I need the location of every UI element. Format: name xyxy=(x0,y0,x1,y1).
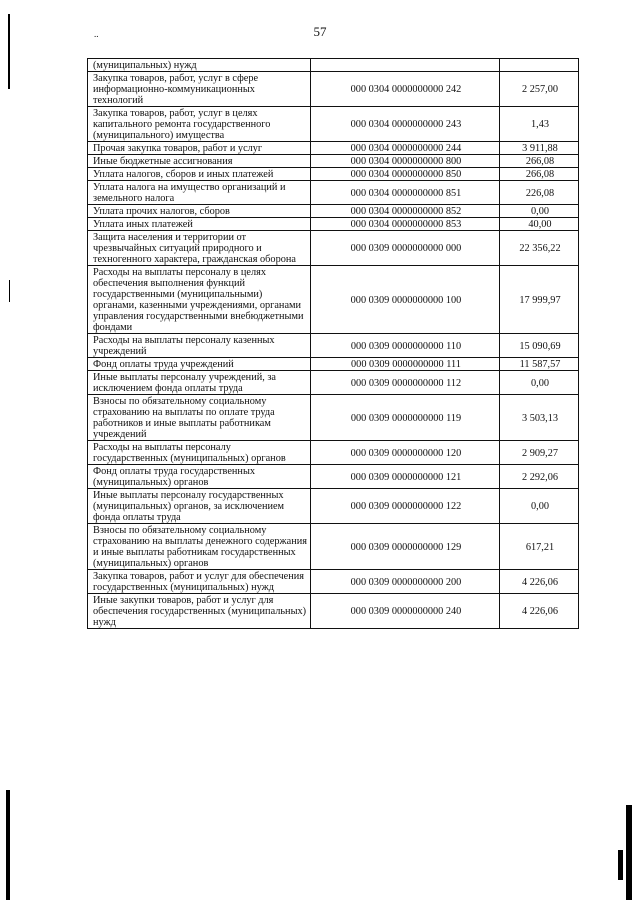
table-row xyxy=(88,371,579,395)
row-code-cell: 000 0304 0000000000 852 xyxy=(311,205,500,218)
row-code-cell xyxy=(311,59,500,72)
row-sum-cell: 266,08 xyxy=(500,168,579,181)
row-sum-cell: 0,00 xyxy=(500,489,579,524)
row-code-cell: 000 0304 0000000000 242 xyxy=(311,72,500,107)
table-row xyxy=(88,59,579,72)
table-row xyxy=(88,266,579,334)
row-sum-cell: 2 909,27 xyxy=(500,441,579,465)
row-code-cell: 000 0309 0000000000 122 xyxy=(311,489,500,524)
row-code-cell: 000 0304 0000000000 800 xyxy=(311,155,500,168)
row-sum-cell: 3 911,88 xyxy=(500,142,579,155)
scan-edge-mark xyxy=(6,790,10,900)
row-name-cell: Уплата налога на имущество организаций и земельного налога xyxy=(88,181,311,205)
table-row xyxy=(88,181,579,205)
row-name-cell: Иные закупки товаров, работ и услуг для обеспечения государственных (муниципальных) нужд xyxy=(88,594,311,629)
budget-table xyxy=(87,58,579,629)
table-row xyxy=(88,395,579,441)
row-name-cell: Иные выплаты персоналу учреждений, за исключением фонда оплаты труда xyxy=(88,371,311,395)
row-code-cell: 000 0309 0000000000 119 xyxy=(311,395,500,441)
row-sum-cell: 2 257,00 xyxy=(500,72,579,107)
table-row xyxy=(88,594,579,629)
table-row xyxy=(88,524,579,570)
row-name-cell: Уплата прочих налогов, сборов xyxy=(88,205,311,218)
row-name-cell: Иные бюджетные ассигнования xyxy=(88,155,311,168)
row-sum-cell xyxy=(500,59,579,72)
row-code-cell: 000 0309 0000000000 111 xyxy=(311,358,500,371)
row-code-cell: 000 0309 0000000000 129 xyxy=(311,524,500,570)
row-sum-cell: 22 356,22 xyxy=(500,231,579,266)
row-name-cell: Защита населения и территории от чрезвычайных ситуаций природного и техногенного характера, гражданская оборона xyxy=(88,231,311,266)
row-code-cell: 000 0309 0000000000 121 xyxy=(311,465,500,489)
row-sum-cell: 40,00 xyxy=(500,218,579,231)
row-sum-cell: 0,00 xyxy=(500,205,579,218)
row-sum-cell: 0,00 xyxy=(500,371,579,395)
scan-tick-mark: .. xyxy=(94,29,99,39)
row-name-cell: Взносы по обязательному социальному страхованию на выплаты денежного содержания и иные выплаты работникам государственных (муниципальных) органов xyxy=(88,524,311,570)
row-name-cell: Уплата налогов, сборов и иных платежей xyxy=(88,168,311,181)
table-row xyxy=(88,72,579,107)
table-row xyxy=(88,231,579,266)
row-sum-cell: 11 587,57 xyxy=(500,358,579,371)
row-sum-cell: 1,43 xyxy=(500,107,579,142)
row-sum-cell: 17 999,97 xyxy=(500,266,579,334)
table-row xyxy=(88,205,579,218)
table-row xyxy=(88,465,579,489)
row-sum-cell: 226,08 xyxy=(500,181,579,205)
table-row xyxy=(88,218,579,231)
row-code-cell: 000 0309 0000000000 240 xyxy=(311,594,500,629)
table-row xyxy=(88,334,579,358)
row-sum-cell: 3 503,13 xyxy=(500,395,579,441)
row-code-cell: 000 0309 0000000000 100 xyxy=(311,266,500,334)
row-code-cell: 000 0309 0000000000 000 xyxy=(311,231,500,266)
table-row xyxy=(88,168,579,181)
table-row xyxy=(88,155,579,168)
row-name-cell: Прочая закупка товаров, работ и услуг xyxy=(88,142,311,155)
row-code-cell: 000 0304 0000000000 853 xyxy=(311,218,500,231)
row-name-cell: Закупка товаров, работ, услуг в целях капитального ремонта государственного (муниципального) имущества xyxy=(88,107,311,142)
row-code-cell: 000 0309 0000000000 110 xyxy=(311,334,500,358)
row-sum-cell: 2 292,06 xyxy=(500,465,579,489)
row-code-cell: 000 0304 0000000000 243 xyxy=(311,107,500,142)
row-name-cell: Уплата иных платежей xyxy=(88,218,311,231)
row-name-cell: Фонд оплаты труда государственных (муниципальных) органов xyxy=(88,465,311,489)
table-row xyxy=(88,142,579,155)
row-sum-cell: 4 226,06 xyxy=(500,594,579,629)
table-row xyxy=(88,489,579,524)
table-row xyxy=(88,358,579,371)
row-code-cell: 000 0304 0000000000 850 xyxy=(311,168,500,181)
row-sum-cell: 266,08 xyxy=(500,155,579,168)
row-name-cell: Фонд оплаты труда учреждений xyxy=(88,358,311,371)
row-name-cell: Закупка товаров, работ, услуг в сфере информационно-коммуникационных технологий xyxy=(88,72,311,107)
row-code-cell: 000 0304 0000000000 244 xyxy=(311,142,500,155)
row-sum-cell: 15 090,69 xyxy=(500,334,579,358)
budget-table-body xyxy=(88,59,579,629)
row-sum-cell: 4 226,06 xyxy=(500,570,579,594)
row-code-cell: 000 0309 0000000000 112 xyxy=(311,371,500,395)
table-row xyxy=(88,441,579,465)
scan-edge-mark xyxy=(618,850,623,880)
page-number: 57 xyxy=(313,24,327,39)
table-row xyxy=(88,107,579,142)
row-name-cell: Взносы по обязательному социальному страхованию на выплаты по оплате труда работников и иные выплаты работникам учреждений xyxy=(88,395,311,441)
scan-edge-mark xyxy=(9,280,10,302)
row-code-cell: 000 0309 0000000000 120 xyxy=(311,441,500,465)
table-row xyxy=(88,570,579,594)
row-name-cell: Закупка товаров, работ и услуг для обеспечения государственных (муниципальных) нужд xyxy=(88,570,311,594)
scan-edge-mark xyxy=(8,14,10,89)
row-name-cell: Расходы на выплаты персоналу в целях обеспечения выполнения функций государственными (муниципальными) органами, казенными учреждениями, органами управления государственными внебюджетными фондами xyxy=(88,266,311,334)
row-sum-cell: 617,21 xyxy=(500,524,579,570)
row-name-cell: Расходы на выплаты персоналу государственных (муниципальных) органов xyxy=(88,441,311,465)
row-name-cell: (муниципальных) нужд xyxy=(88,59,311,72)
scan-edge-mark xyxy=(626,805,632,900)
row-name-cell: Иные выплаты персоналу государственных (муниципальных) органов, за исключением фонда оплаты труда xyxy=(88,489,311,524)
row-code-cell: 000 0304 0000000000 851 xyxy=(311,181,500,205)
row-code-cell: 000 0309 0000000000 200 xyxy=(311,570,500,594)
row-name-cell: Расходы на выплаты персоналу казенных учреждений xyxy=(88,334,311,358)
